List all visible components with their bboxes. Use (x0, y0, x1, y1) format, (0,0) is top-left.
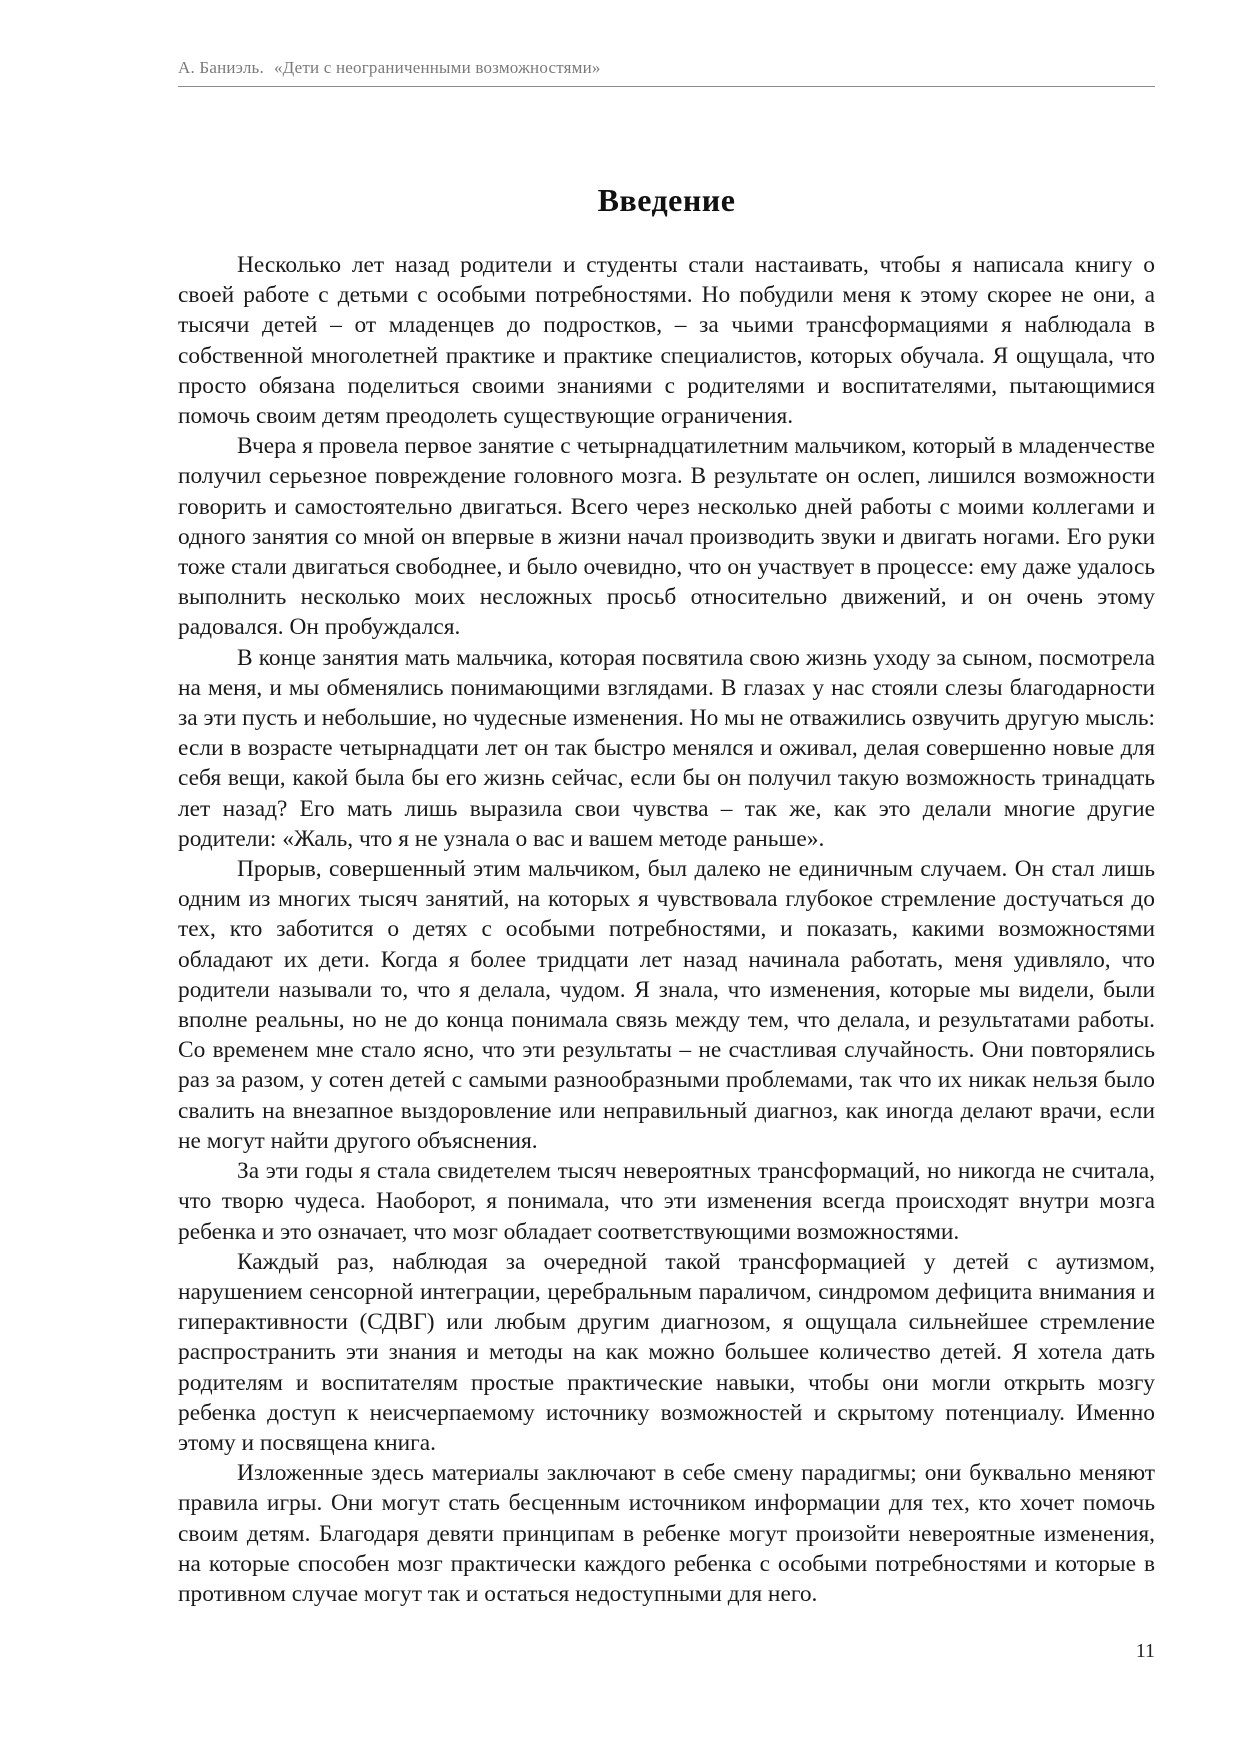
header-divider (178, 86, 1155, 87)
page-number: 11 (1135, 1640, 1155, 1662)
paragraph: Несколько лет назад родители и студенты стали настаивать, чтобы я написала книгу о своей работе с детьми с особыми потребностями. Но побудили меня к этому скорее не они, а тысячи детей – от младенцев до подростков, – за чьими трансформациями я наблюдала в собственной многолетней практике и практике специалистов, которых обучала. Я ощущала, что просто обязана поделиться своими знаниями с родителями и воспитателями, пытающимися помочь своим детям преодолеть существующие ограничения. (178, 252, 1155, 430)
header-author: А. Баниэль. (178, 58, 264, 77)
paragraph: Прорыв, совершенный этим мальчиком, был далеко не единичным случаем. Он стал лишь одним из многих тысяч занятий, на которых я чувствовала глубокое стремление достучаться до тех, кто заботится о детях с особыми потребностями, и показать, какими возможностями обладают их дети. Когда я более тридцати лет назад начинала работать, меня удивляло, что родители называли то, что я делала, чудом. Я знала, что изменения, которые мы видели, были вполне реальны, но не до конца понимала связь между тем, что делала, и результатами работы. Со временем мне стало ясно, что эти результаты – не счастливая случайность. Они повторялись раз за разом, у сотен детей с самыми разнообразными проблемами, так что их никак нельзя было свалить на внезапное выздоровление или неправильный диагноз, как иногда делают врачи, если не могут найти другого объяснения. (178, 856, 1155, 1154)
paragraph: Изложенные здесь материалы заключают в себе смену парадигмы; они буквально меняют правила игры. Они могут стать бесценным источником информации для тех, кто хочет помочь своим детям. Благодаря девяти принципам в ребенке могут произойти невероятные изменения, на которые способен мозг практически каждого ребенка с особыми потребностями и которые в противном случае могут так и остаться недоступными для него. (178, 1460, 1155, 1607)
paragraph: Вчера я провела первое занятие с четырнадцатилетним мальчиком, который в младенчестве получил серьезное повреждение головного мозга. В результате он ослеп, лишился возможности говорить и самостоятельно двигаться. Всего через несколько дней работы с моими коллегами и одного занятия со мной он впервые в жизни начал производить звуки и двигать ногами. Его руки тоже стали двигаться свободнее, и было очевидно, что он участвует в процессе: ему даже удалось выполнить несколько моих несложных просьб относительно движений, и он очень этому радовался. Он пробуждался. (178, 433, 1155, 641)
chapter-title: Введение (597, 182, 736, 218)
running-header (178, 58, 601, 78)
header-book-title: «Дети с неограниченными возможностями» (273, 58, 601, 77)
chapter-body (178, 250, 1155, 1609)
paragraph: Каждый раз, наблюдая за очередной такой трансформацией у детей с аутизмом, нарушением сенсорной интеграции, церебральным параличом, синдромом дефицита внимания и гиперактивности (СДВГ) или любым другим диагнозом, я ощущала сильнейшее стремление распространить эти знания и методы на как можно большее количество детей. Я хотела дать родителям и воспитателям простые практические навыки, чтобы они могли открыть мозгу ребенка доступ к неисчерпаемому источнику возможностей и скрытому потенциалу. Именно этому и посвящена книга. (178, 1248, 1155, 1456)
paragraph: За эти годы я стала свидетелем тысяч невероятных трансформаций, но никогда не считала, что творю чудеса. Наоборот, я понимала, что эти изменения всегда происходят внутри мозга ребенка и это означает, что мозг обладает соответствующими возможностями. (178, 1158, 1155, 1245)
paragraph: В конце занятия мать мальчика, которая посвятила свою жизнь уходу за сыном, посмотрела на меня, и мы обменялись понимающими взглядами. В глазах у нас стояли слезы благодарности за эти пусть и небольшие, но чудесные изменения. Но мы не отважились озвучить другую мысль: если в возрасте четырнадцати лет он так быстро менялся и оживал, делая совершенно новые для себя вещи, какой была бы его жизнь сейчас, если бы он получил такую возможность тринадцать лет назад? Его мать лишь выразила свои чувства – так же, как это делали многие другие родители: «Жаль, что я не узнала о вас и вашем методе раньше». (178, 644, 1155, 852)
